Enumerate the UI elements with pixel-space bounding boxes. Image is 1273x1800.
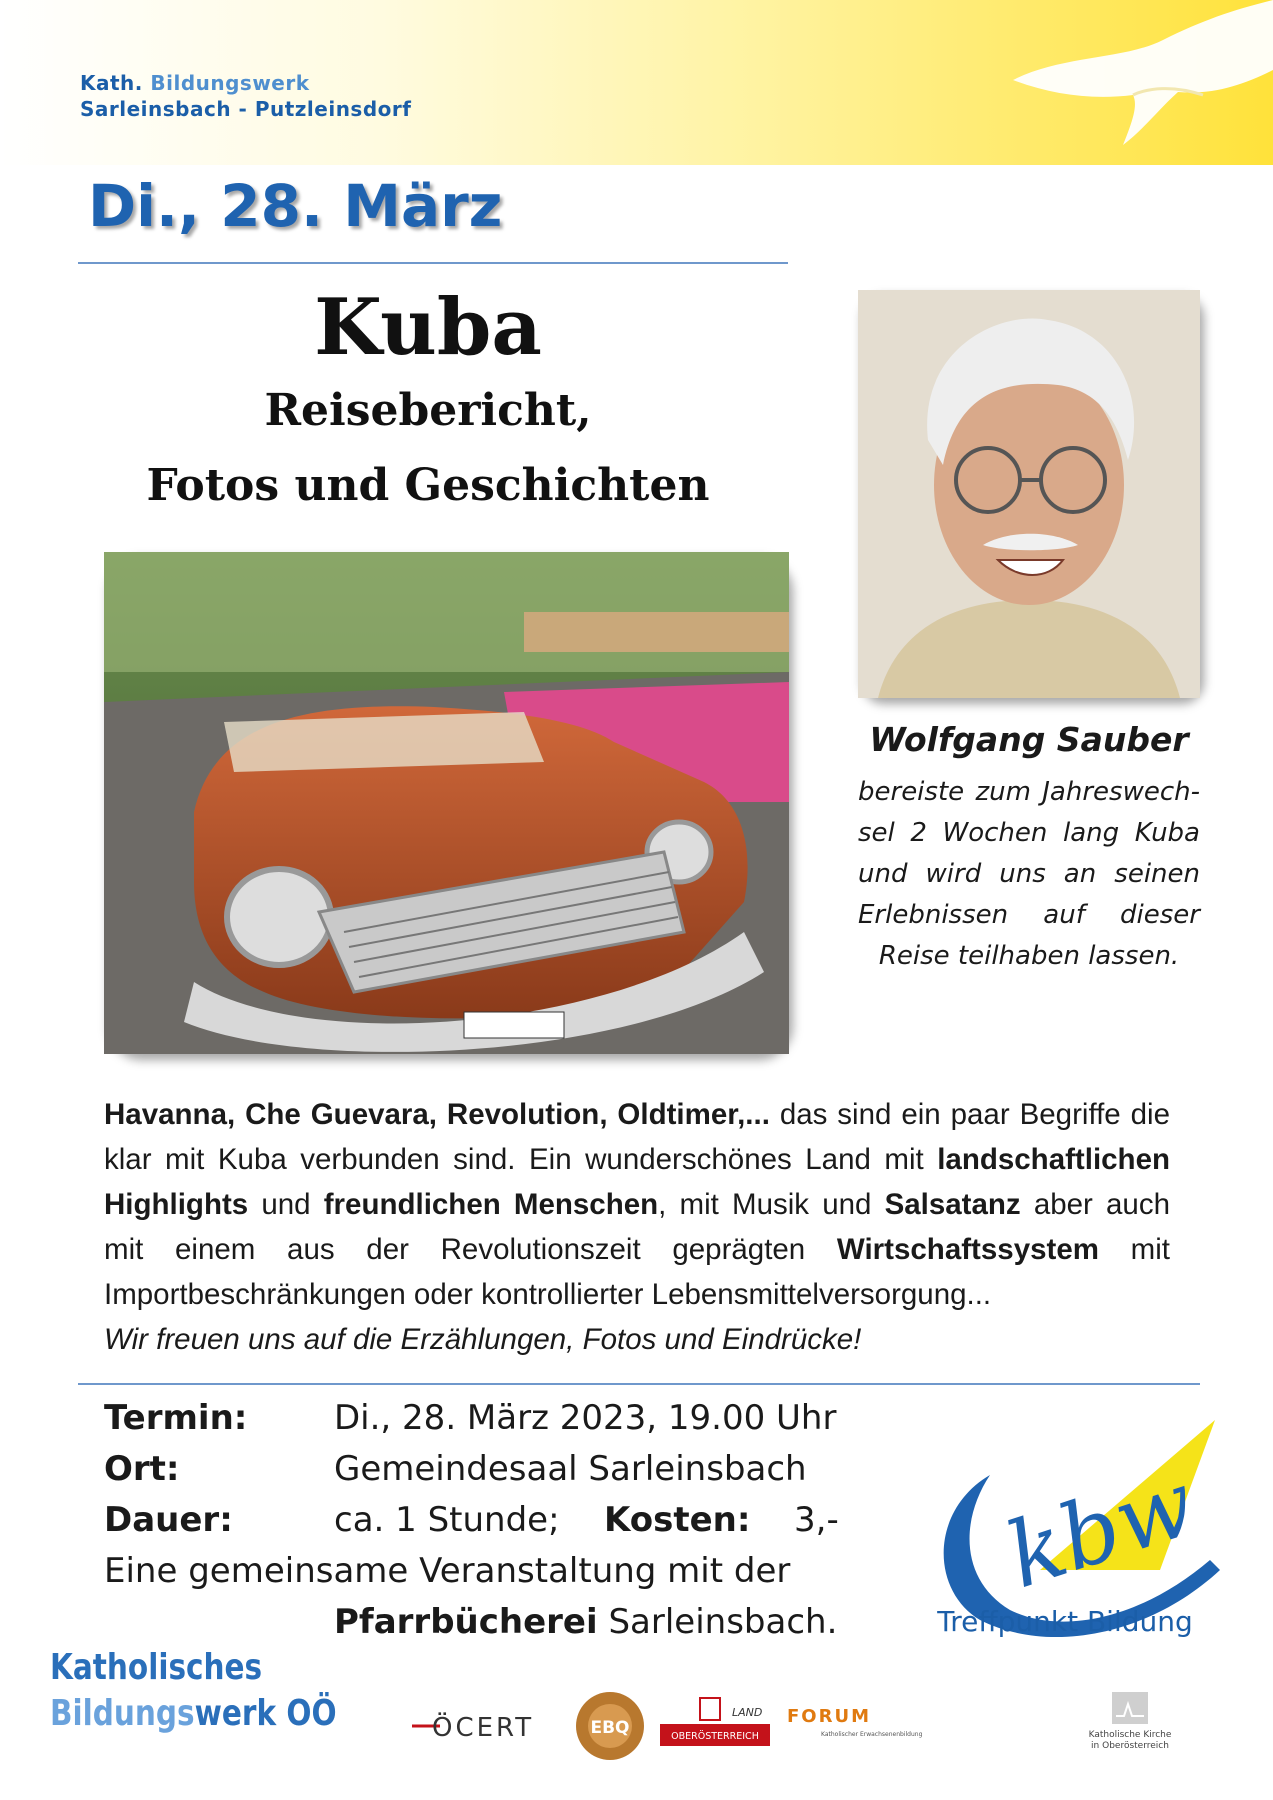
ooe-text: OBERÖSTERREICH (671, 1731, 759, 1742)
land-ooe-logo (660, 1690, 770, 1760)
body-bold-2: landschaftlichen Highlights (104, 1143, 1170, 1221)
kbw-ooe-logo (50, 1645, 337, 1737)
ebq-text: EBQ (590, 1718, 630, 1738)
kirche-line-1: Katholische Kirche (1088, 1730, 1172, 1740)
partner-line (334, 1602, 837, 1642)
kirche-line-2: in Oberösterreich (1091, 1741, 1169, 1751)
body-text-2: und (248, 1188, 324, 1221)
event-title: Kuba (314, 282, 542, 373)
termin-value: Di., 28. März 2023, 19.00 Uhr (334, 1398, 837, 1438)
ort-label: Ort: (104, 1449, 180, 1489)
church-icon (1110, 1690, 1150, 1726)
body-text-1: das sind ein paar Begriffe die klar mit Kuba verbunden sind. Ein wunderschönes Land mit (104, 1098, 1170, 1176)
body-closing: Wir freuen uns auf die Erzählungen, Fotos und Eindrücke! (104, 1323, 862, 1356)
forum-sub-text: Katholischer Erwachsenenbildung (821, 1731, 923, 1738)
speaker-description: bereiste zum Jahreswech-sel 2 Wochen lang Kuba und wird uns an seinen Erlebnissen auf dieser Reise teilhaben lassen. (858, 777, 1200, 971)
body-bold-1: Havanna, Che Guevara, Revolution, Oldtimer,... (104, 1098, 770, 1131)
bird-logo-icon (973, 0, 1273, 165)
kbw-letters: kbw (994, 1450, 1208, 1610)
body-text-4: aber auch mit einem aus der Revolutionszeit geprägten (104, 1188, 1170, 1266)
kosten-label: Kosten: (604, 1500, 751, 1540)
org-kath: Kath. (80, 71, 143, 95)
car-photo (104, 552, 789, 1054)
forum-text: FORUM (787, 1706, 871, 1727)
body-text-5: mit Importbeschränkungen oder kontrollierter Lebensmittelversorgung... (104, 1233, 1170, 1311)
oecert-text: ÖCERT (432, 1713, 535, 1743)
speaker-name: Wolfgang Sauber (869, 720, 1189, 759)
divider-bottom (78, 1383, 1200, 1385)
event-date-title: Di., 28. März (88, 172, 503, 240)
kbo-line-2a: Bildungs (50, 1693, 195, 1734)
speaker-portrait (858, 290, 1200, 698)
termin-label: Termin: (104, 1398, 248, 1438)
body-text-3: , mit Musik und (658, 1188, 885, 1221)
oecert-logo (410, 1690, 540, 1760)
partner-rest: Sarleinsbach. (597, 1602, 838, 1642)
katholische-kirche-logo (1065, 1690, 1195, 1752)
land-text: LAND (732, 1706, 763, 1719)
dauer-value: ca. 1 Stunde; (334, 1500, 560, 1540)
description-text (104, 1092, 1170, 1362)
org-bildungswerk: Bildungswerk (150, 71, 310, 95)
kosten-value: 3,- (794, 1500, 839, 1540)
org-header (80, 70, 411, 122)
kbo-line-1: Katholisches (50, 1647, 263, 1688)
body-bold-4: Salsatanz (884, 1188, 1021, 1221)
forum-logo (785, 1690, 923, 1760)
event-subtitle-1: Reisebericht, (264, 385, 592, 436)
body-bold-5: Wirtschaftssystem (836, 1233, 1099, 1266)
event-subtitle-2: Fotos und Geschichten (146, 460, 710, 511)
ort-value: Gemeindesaal Sarleinsbach (334, 1449, 807, 1489)
kbw-tagline: Treffpunkt Bildung (937, 1605, 1193, 1638)
joint-line: Eine gemeinsame Veranstaltung mit der (104, 1551, 791, 1591)
body-bold-3: freundlichen Menschen (323, 1188, 659, 1221)
dauer-label: Dauer: (104, 1500, 233, 1540)
org-location: Sarleinsbach - Putzleinsdorf (80, 97, 412, 121)
divider-top (78, 262, 788, 264)
ebq-logo (570, 1690, 650, 1760)
partner-bold: Pfarrbücherei (334, 1602, 598, 1642)
kbo-line-2b: werk OÖ (194, 1693, 337, 1734)
